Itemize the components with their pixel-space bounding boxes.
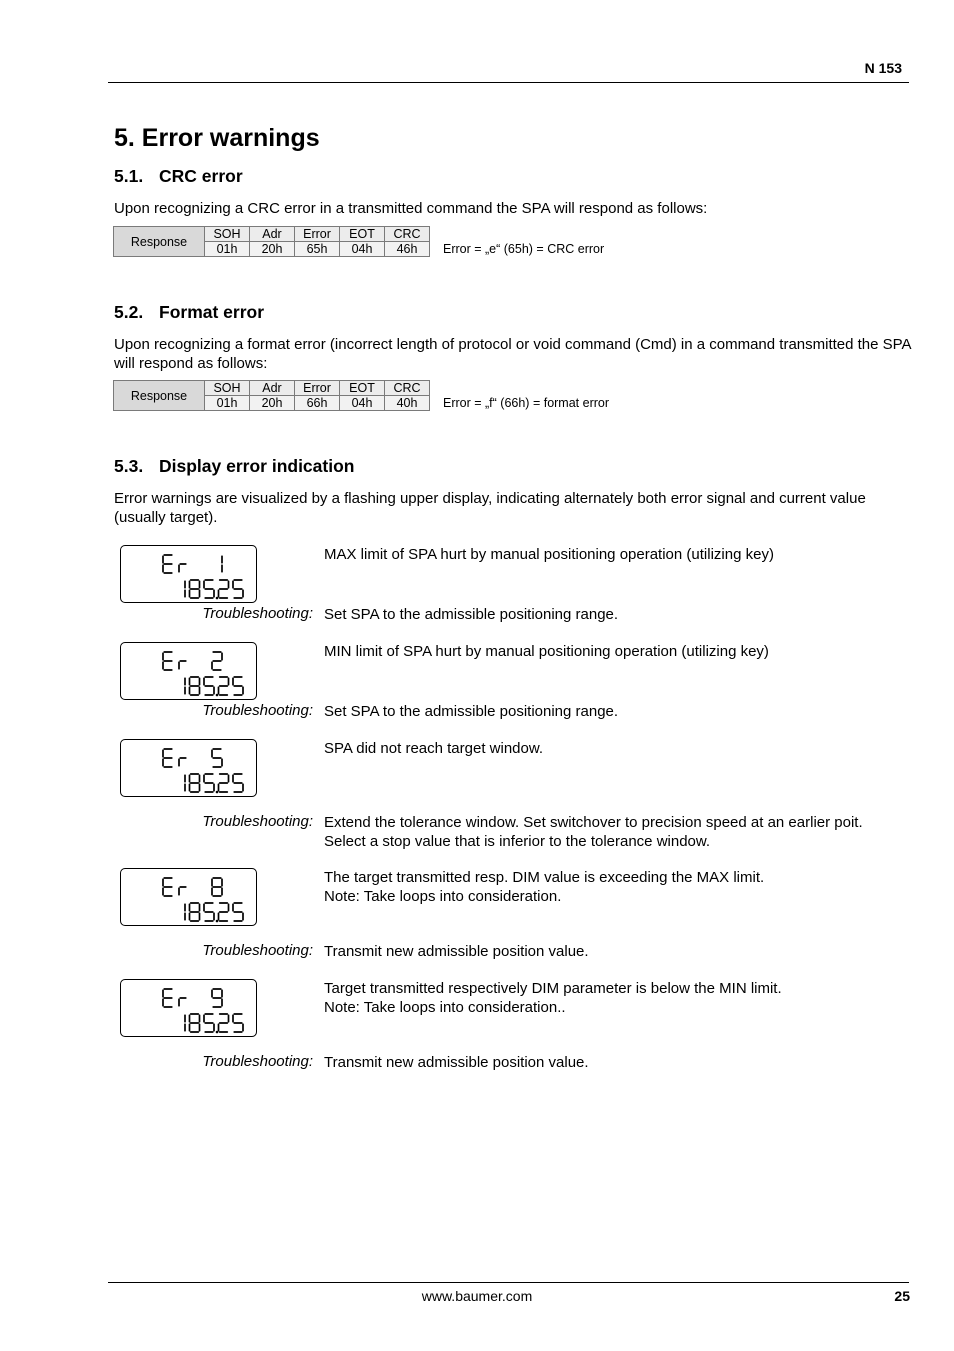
col-header: Error xyxy=(295,381,340,396)
lcd-segments xyxy=(121,869,258,927)
description-line: SPA did not reach target window. xyxy=(324,740,544,757)
description-line: MAX limit of SPA hurt by manual positioning operation (utilizing key) xyxy=(324,546,774,563)
lcd-segments xyxy=(121,546,258,604)
troubleshooting-text xyxy=(324,702,914,721)
cell-value: 66h xyxy=(295,396,340,411)
col-header: EOT xyxy=(340,381,385,396)
cell-value: 04h xyxy=(340,396,385,411)
troubleshooting-label: Troubleshooting: xyxy=(202,605,313,622)
col-header: EOT xyxy=(340,227,385,242)
description-line: MIN limit of SPA hurt by manual positioning operation (utilizing key) xyxy=(324,643,769,660)
fix-line: Transmit new admissible position value. xyxy=(324,1054,589,1071)
cell-value: 04h xyxy=(340,242,385,257)
cell-value: 20h xyxy=(250,242,295,257)
error-note-format: Error = „f“ (66h) = format error xyxy=(443,396,610,410)
troubleshooting-label: Troubleshooting: xyxy=(202,702,313,719)
col-header: CRC xyxy=(385,381,430,396)
troubleshooting-text xyxy=(324,813,914,851)
lcd-display xyxy=(120,868,257,926)
fix-line: Set SPA to the admissible positioning range. xyxy=(324,703,619,720)
error-note-crc: Error = „e“ (65h) = CRC error xyxy=(443,242,605,256)
col-header: CRC xyxy=(385,227,430,242)
section-heading-display xyxy=(114,456,354,477)
lcd-display xyxy=(120,739,257,797)
cell-value: 46h xyxy=(385,242,430,257)
page-title: 5. Error warnings xyxy=(114,124,320,152)
cell-value: 40h xyxy=(385,396,430,411)
troubleshooting-text xyxy=(324,1053,914,1072)
fix-line: Set SPA to the admissible positioning range. xyxy=(324,606,619,623)
response-table-crc xyxy=(113,226,430,257)
error-description xyxy=(324,868,914,906)
section-intro-crc: Upon recognizing a CRC error in a transmitted command the SPA will respond as follows: xyxy=(114,200,708,217)
section-heading-format xyxy=(114,302,264,323)
error-description xyxy=(324,979,914,1017)
response-label: Response xyxy=(114,227,205,257)
section-number: 5.3. xyxy=(114,456,144,476)
description-line: Target transmitted respectively DIM parameter is below the MIN limit. xyxy=(324,980,782,997)
document-code: N 153 xyxy=(864,60,902,76)
description-line: The target transmitted resp. DIM value is exceeding the MAX limit. xyxy=(324,869,765,886)
lcd-display xyxy=(120,979,257,1037)
section-number: 5.2. xyxy=(114,302,144,322)
error-description xyxy=(324,739,914,758)
col-header: Error xyxy=(295,227,340,242)
lcd-display xyxy=(120,642,257,700)
description-line: Note: Take loops into consideration. xyxy=(324,888,562,905)
footer-rule xyxy=(108,1282,909,1283)
cell-value: 20h xyxy=(250,396,295,411)
cell-value: 01h xyxy=(205,396,250,411)
lcd-segments xyxy=(121,740,258,798)
col-header: SOH xyxy=(205,227,250,242)
fix-line: Select a stop value that is inferior to the tolerance window. xyxy=(324,833,711,850)
cell-value: 65h xyxy=(295,242,340,257)
response-table-format xyxy=(113,380,430,411)
section-title: Format error xyxy=(159,302,265,322)
error-description xyxy=(324,545,914,564)
page-number: 25 xyxy=(894,1288,910,1304)
response-label: Response xyxy=(114,381,205,411)
fix-line: Transmit new admissible position value. xyxy=(324,943,589,960)
section-number: 5.1. xyxy=(114,166,144,186)
col-header: Adr xyxy=(250,227,295,242)
lcd-display xyxy=(120,545,257,603)
cell-value: 01h xyxy=(205,242,250,257)
error-description xyxy=(324,642,914,661)
lcd-segments xyxy=(121,980,258,1038)
header-rule xyxy=(108,82,909,83)
lcd-segments xyxy=(121,643,258,701)
troubleshooting-text xyxy=(324,942,914,961)
col-header: Adr xyxy=(250,381,295,396)
section-title: Display error indication xyxy=(159,456,355,476)
section-title: CRC error xyxy=(159,166,243,186)
col-header: SOH xyxy=(205,381,250,396)
description-line: Note: Take loops into consideration.. xyxy=(324,999,566,1016)
troubleshooting-label: Troubleshooting: xyxy=(202,1053,313,1070)
section-heading-crc xyxy=(114,166,243,187)
section-intro-format: Upon recognizing a format error (incorrect length of protocol or void command (Cmd) in a command transmitted the SPA will respond as follows: xyxy=(114,336,911,372)
troubleshooting-label: Troubleshooting: xyxy=(202,942,313,959)
troubleshooting-text xyxy=(324,605,914,624)
section-intro-display: Error warnings are visualized by a flashing upper display, indicating alternately both error signal and current value (usually target). xyxy=(114,490,866,526)
footer-url: www.baumer.com xyxy=(421,1288,533,1304)
troubleshooting-label: Troubleshooting: xyxy=(202,813,313,830)
fix-line: Extend the tolerance window. Set switchover to precision speed at an earlier poit. xyxy=(324,814,863,831)
